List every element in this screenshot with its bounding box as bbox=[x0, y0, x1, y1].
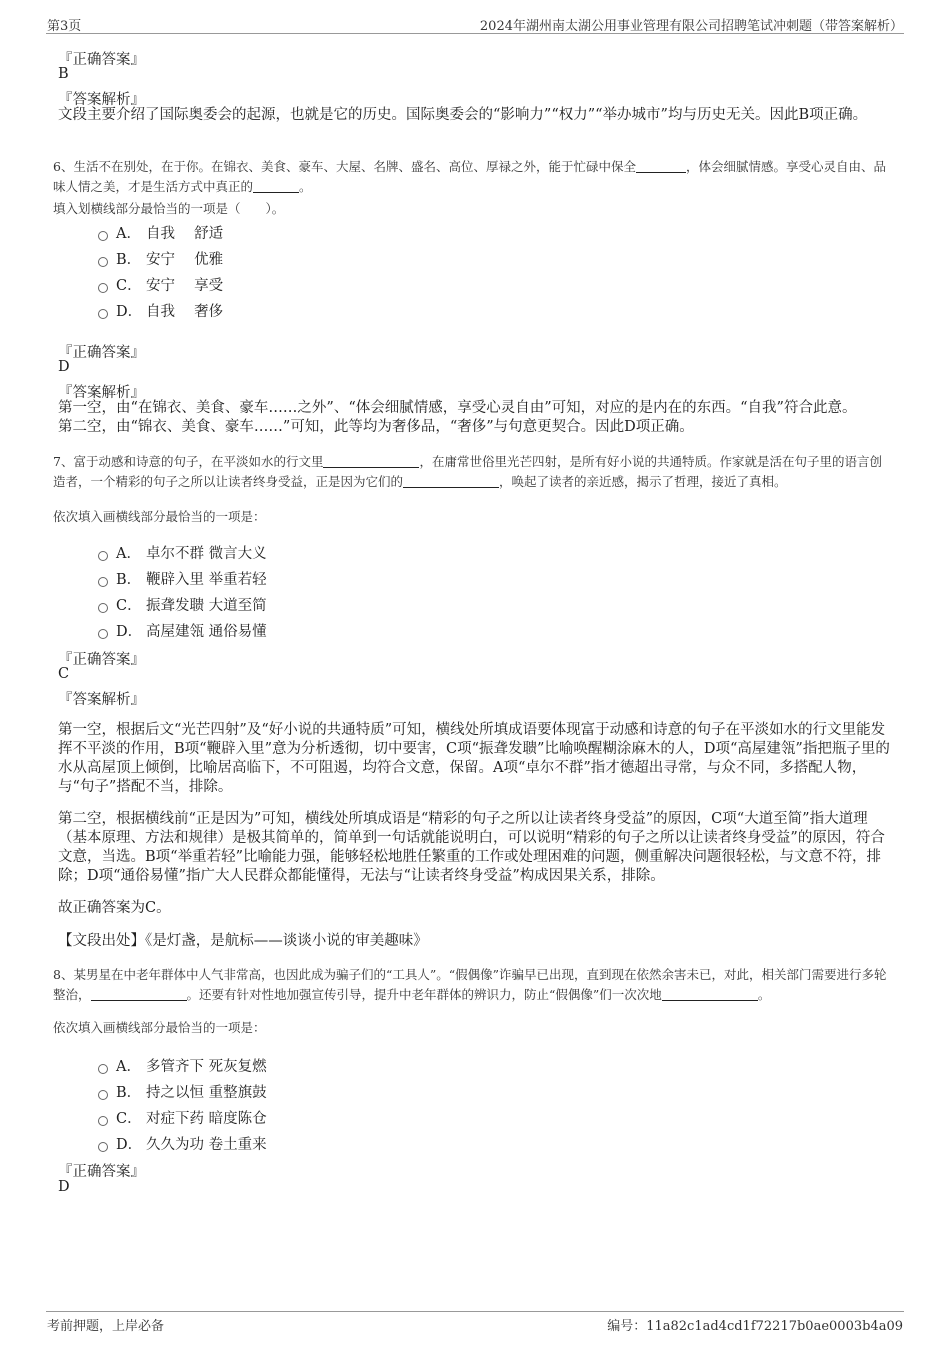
question-6-prompt: 填入划横线部分最恰当的一项是（ ）。 bbox=[53, 201, 285, 216]
answer-label: 『正确答案』 bbox=[58, 345, 145, 361]
answer-value: D bbox=[58, 359, 70, 375]
analysis-text: 文段主要介绍了国际奥委会的起源，也就是它的历史。国际奥委会的“影响力”“权力”“举办城市”均与历史无关。因此B项正确。 bbox=[58, 107, 868, 123]
radio-icon[interactable] bbox=[98, 283, 108, 293]
option-d[interactable]: D． 久久为功 卷土重来 bbox=[98, 1133, 267, 1154]
radio-icon[interactable] bbox=[98, 551, 108, 561]
blank bbox=[323, 454, 419, 468]
radio-icon[interactable] bbox=[98, 603, 108, 613]
option-a[interactable]: A． 多管齐下 死灰复燃 bbox=[98, 1055, 267, 1076]
analysis-text: 第二空，根据横线前“正是因为”可知，横线处所填成语是“精彩的句子之所以让读者终身受益”的原因，C项“大道至简”指大道理（基本原理、方法和规律）是极其简单的，简单到一句话就能说明白，可以说明“精彩的句子之所以让读者终身受益”的原因，符合文意，当选。B项“举重若轻”比喻能力强，能够轻松地胜任繁重的工作或处理困难的问题，侧重解决问题很轻松，与文意不符，排除；D项“通俗易懂”指广大人民群众都能懂得，无法与“让读者终身受益”构成因果关系，排除。 bbox=[58, 811, 885, 884]
answer-value: D bbox=[58, 1179, 70, 1195]
analysis-label: 『答案解析』 bbox=[58, 92, 145, 108]
blank bbox=[636, 159, 686, 173]
blank bbox=[253, 179, 299, 193]
question-6-stem: 6、生活不在别处，在于你。在锦衣、美食、豪车、大屋、名牌、盛名、高位、厚禄之外，能于忙碌中保全 ，体会细腻情感。享受心灵自由、品味人情之美，才是生活方式中真正的 。 bbox=[53, 159, 886, 194]
analysis-label: 『答案解析』 bbox=[58, 385, 145, 401]
analysis-text: 第二空，由“锦衣、美食、豪车……”可知，此等均为奢侈品，“奢侈”与句意更契合。因此D项正确。 bbox=[58, 419, 694, 435]
option-a[interactable]: A． 自我 舒适 bbox=[98, 222, 223, 243]
blank bbox=[662, 987, 758, 1001]
option-c[interactable]: C． 振聋发聩 大道至简 bbox=[98, 594, 267, 615]
footer-divider bbox=[46, 1311, 904, 1312]
document-id: 编号：11a82c1ad4cd1f72217b0ae0003b4a09 bbox=[607, 1319, 903, 1334]
radio-icon[interactable] bbox=[98, 1090, 108, 1100]
source-text: 【文段出处】《是灯盏，是航标——谈谈小说的审美趣味》 bbox=[58, 933, 428, 949]
analysis-label: 『答案解析』 bbox=[58, 692, 145, 708]
option-b[interactable]: B． 鞭辟入里 举重若轻 bbox=[98, 568, 267, 589]
option-d[interactable]: D． 高屋建瓴 通俗易懂 bbox=[98, 620, 267, 641]
option-a[interactable]: A． 卓尔不群 微言大义 bbox=[98, 542, 267, 563]
radio-icon[interactable] bbox=[98, 577, 108, 587]
answer-label: 『正确答案』 bbox=[58, 52, 145, 68]
analysis-text: 第一空，根据后文“光芒四射”及“好小说的共通特质”可知，横线处所填成语要体现富于动感和诗意的句子在平淡如水的行文里能发挥不平淡的作用，B项“鞭辟入里”意为分析透彻，切中要害，C项“振聋发聩”比喻唤醒糊涂麻木的人，D项“高屋建瓴”指把瓶子里的水从高屋顶上倾倒，比喻居高临下，不可阻遏，均符合文意，保留。A项“卓尔不群”指才德超出寻常，与众不同，多搭配人物，与“句子”搭配不当，排除。 bbox=[58, 722, 890, 795]
answer-label: 『正确答案』 bbox=[58, 1164, 145, 1180]
answer-label: 『正确答案』 bbox=[58, 652, 145, 668]
question-7-prompt: 依次填入画横线部分最恰当的一项是： bbox=[53, 509, 266, 524]
option-c[interactable]: C． 安宁 享受 bbox=[98, 274, 223, 295]
radio-icon[interactable] bbox=[98, 231, 108, 241]
radio-icon[interactable] bbox=[98, 1064, 108, 1074]
option-b[interactable]: B． 持之以恒 重整旗鼓 bbox=[98, 1081, 267, 1102]
conclusion-text: 故正确答案为C。 bbox=[58, 900, 171, 916]
answer-value: B bbox=[58, 66, 69, 82]
document-title: 2024年湖州南太湖公用事业管理有限公司招聘笔试冲刺题（带答案解析） bbox=[479, 19, 903, 34]
blank bbox=[403, 474, 499, 488]
question-7-stem: 7、富于动感和诗意的句子，在平淡如水的行文里 ，在庸常世俗里光芒四射，是所有好小说的共通特质。作家就是活在句子里的语言创造者，一个精彩的句子之所以让读者终身受益，正是因为它们的 ，唤起了读者的亲近感，揭示了哲理，接近了真相。 bbox=[53, 454, 882, 489]
answer-value: C bbox=[58, 666, 70, 682]
radio-icon[interactable] bbox=[98, 257, 108, 267]
question-8-prompt: 依次填入画横线部分最恰当的一项是： bbox=[53, 1020, 266, 1035]
option-c[interactable]: C． 对症下药 暗度陈仓 bbox=[98, 1107, 267, 1128]
header-divider bbox=[46, 33, 904, 34]
radio-icon[interactable] bbox=[98, 1116, 108, 1126]
option-b[interactable]: B． 安宁 优雅 bbox=[98, 248, 223, 269]
blank bbox=[91, 987, 187, 1001]
question-8-stem: 8、某男星在中老年群体中人气非常高，也因此成为骗子们的“工具人”。“假偶像”诈骗早已出现，直到现在依然余害未已，对此，相关部门需要进行多轮整治， 。还要有针对性地加强宣传引导，提升中老年群体的辨识力，防止“假偶像”们一次次地 。 bbox=[53, 967, 887, 1002]
analysis-text: 第一空，由“在锦衣、美食、豪车……之外”、“体会细腻情感，享受心灵自由”可知，对应的是内在的东西。“自我”符合此意。 bbox=[58, 400, 857, 416]
radio-icon[interactable] bbox=[98, 1142, 108, 1152]
radio-icon[interactable] bbox=[98, 629, 108, 639]
footer-slogan: 考前押题，上岸必备 bbox=[47, 1319, 165, 1334]
option-d[interactable]: D． 自我 奢侈 bbox=[98, 300, 223, 321]
radio-icon[interactable] bbox=[98, 309, 108, 319]
page-number: 第3页 bbox=[47, 19, 82, 34]
